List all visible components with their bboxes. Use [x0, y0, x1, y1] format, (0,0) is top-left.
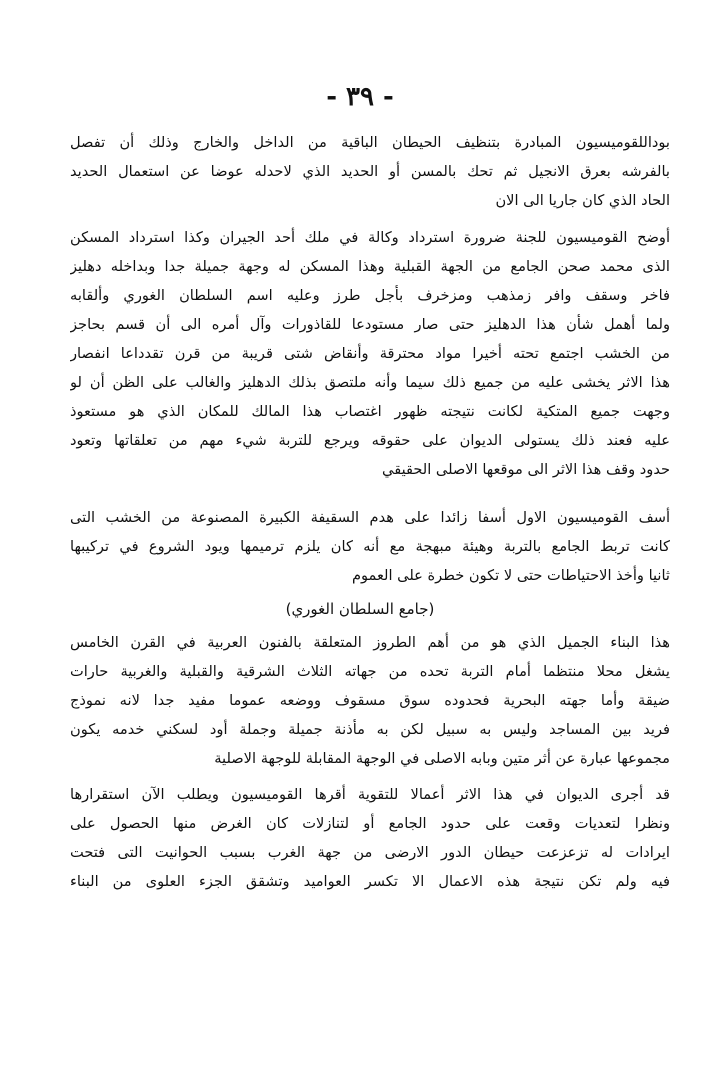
text-line: ضيقة وأما جهته البحرية فحدوده سوق مسقوف ووضعه عموما مفيد جدا لانه نموذج — [70, 692, 670, 709]
paragraph-1 — [70, 128, 670, 215]
text-line: كانت تربط الجامع بالتربة وهيئة مبهجة مع أنه كان يلزم ترميمها ويود الشروع في تركيبها — [70, 538, 670, 555]
paragraph-4 — [70, 628, 670, 773]
text-line: فيه ولم تكن نتيجة هذه الاعمال الا تكسر العواميد وتشقق الجزء العلوى من البناء — [70, 873, 670, 890]
page-number: - ٣٩ - — [326, 82, 394, 112]
text-line: ولما أهمل شأن هذا الدهليز حتى صار مستودعا للقاذورات وآل أمره الى أن قسم بحاجز — [70, 316, 670, 333]
text-line: الحاد الذي كان جاريا الى الان — [495, 192, 670, 209]
paragraph-3 — [70, 503, 670, 590]
text-line: ونظرا لتعديات وقعت على حدود الجامع أو لتنازلات كان الغرض منها الحصول على — [70, 815, 670, 832]
text-line: ايرادات له تزعزعت حيطان الدور الارضى من جهة الغرب بسبب الحوانيت التى فتحت — [70, 844, 670, 861]
text-line: مجموعها عبارة عن أثر متين وبابه الاصلى في الوجهة المقابلة للوجهة الاصلية — [214, 750, 670, 767]
section-heading: (جامع السلطان الغوري) — [285, 600, 435, 618]
text-line: بوداللقوميسيون المبادرة بتنظيف الحيطان الباقية من الداخل والخارج وذلك أن تفصل — [70, 134, 670, 151]
text-line: وجهت جميع المتكية لكانت نتيجته ظهور اغتصاب هذا المالك للمكان الذي هو مستعوذ — [70, 403, 670, 420]
paragraph-5 — [70, 780, 670, 896]
text-line: من الخشب اجتمع تحته أخيرا مواد محترقة وأنقاض شتى قريبة من قرن تقدداعا انفصار — [70, 345, 670, 362]
text-line: بالفرشه بعرق الانجيل ثم تحك بالمسن أو الحديد الذي لاحدله عوضا عن استعمال الحديد — [70, 163, 670, 180]
text-line: يشغل محلا منتظما أمام التربة تحده من جهاته الثلاث الشرقية والقبلية والغربية حارات — [70, 663, 670, 680]
paragraph-2 — [70, 223, 670, 484]
text-line: هذا البناء الجميل الذي هو من أهم الطروز المتعلقة بالفنون العربية في القرن الخامس — [70, 634, 670, 651]
text-line: ثانيا وأخذ الاحتياطات حتى لا تكون خطرة على العموم — [351, 567, 670, 584]
text-line: فريد بين المساجد وليس به سبيل لكن به مأذنة جميلة وجملة أود لسكني خدمه يكون — [70, 721, 670, 738]
text-line: فاخر وسقف وافر زمذهب ومزخرف بأجل طرز وعليه اسم السلطان الغوري وألقابه — [70, 287, 670, 304]
text-line: عليه فعند ذلك يستولى الديوان على حقوقه ويرجع للتربة شيء مهم من تعلقاتها وتعود — [70, 432, 670, 449]
text-line: أسف القوميسيون الاول أسفا زائدا على هدم السقيفة الكبيرة المصنوعة من الخشب التى — [70, 509, 670, 526]
text-line: هذا الاثر يخشى عليه من جميع ذلك سيما وأنه ملتصق بذلك الدهليز والغالب على الظن أن لو — [70, 374, 670, 391]
text-line: قد أجرى الديوان في هذا الاثر أعمالا للتقوية أقرها القوميسيون ويطلب الآن استقرارها — [70, 786, 670, 803]
text-line: الذى محمد صحن الجامع من الجهة القبلية وهذا المسكن له وجهة جميلة جدا وبداخله دهليز — [70, 258, 670, 275]
text-line: حدود وقف هذا الاثر الى موقعها الاصلى الحقيقي — [382, 461, 670, 478]
text-line: أوضح القوميسيون للجنة ضرورة استرداد وكالة في ملك أحد الجيران وكذا استرداد المسكن — [70, 229, 670, 246]
